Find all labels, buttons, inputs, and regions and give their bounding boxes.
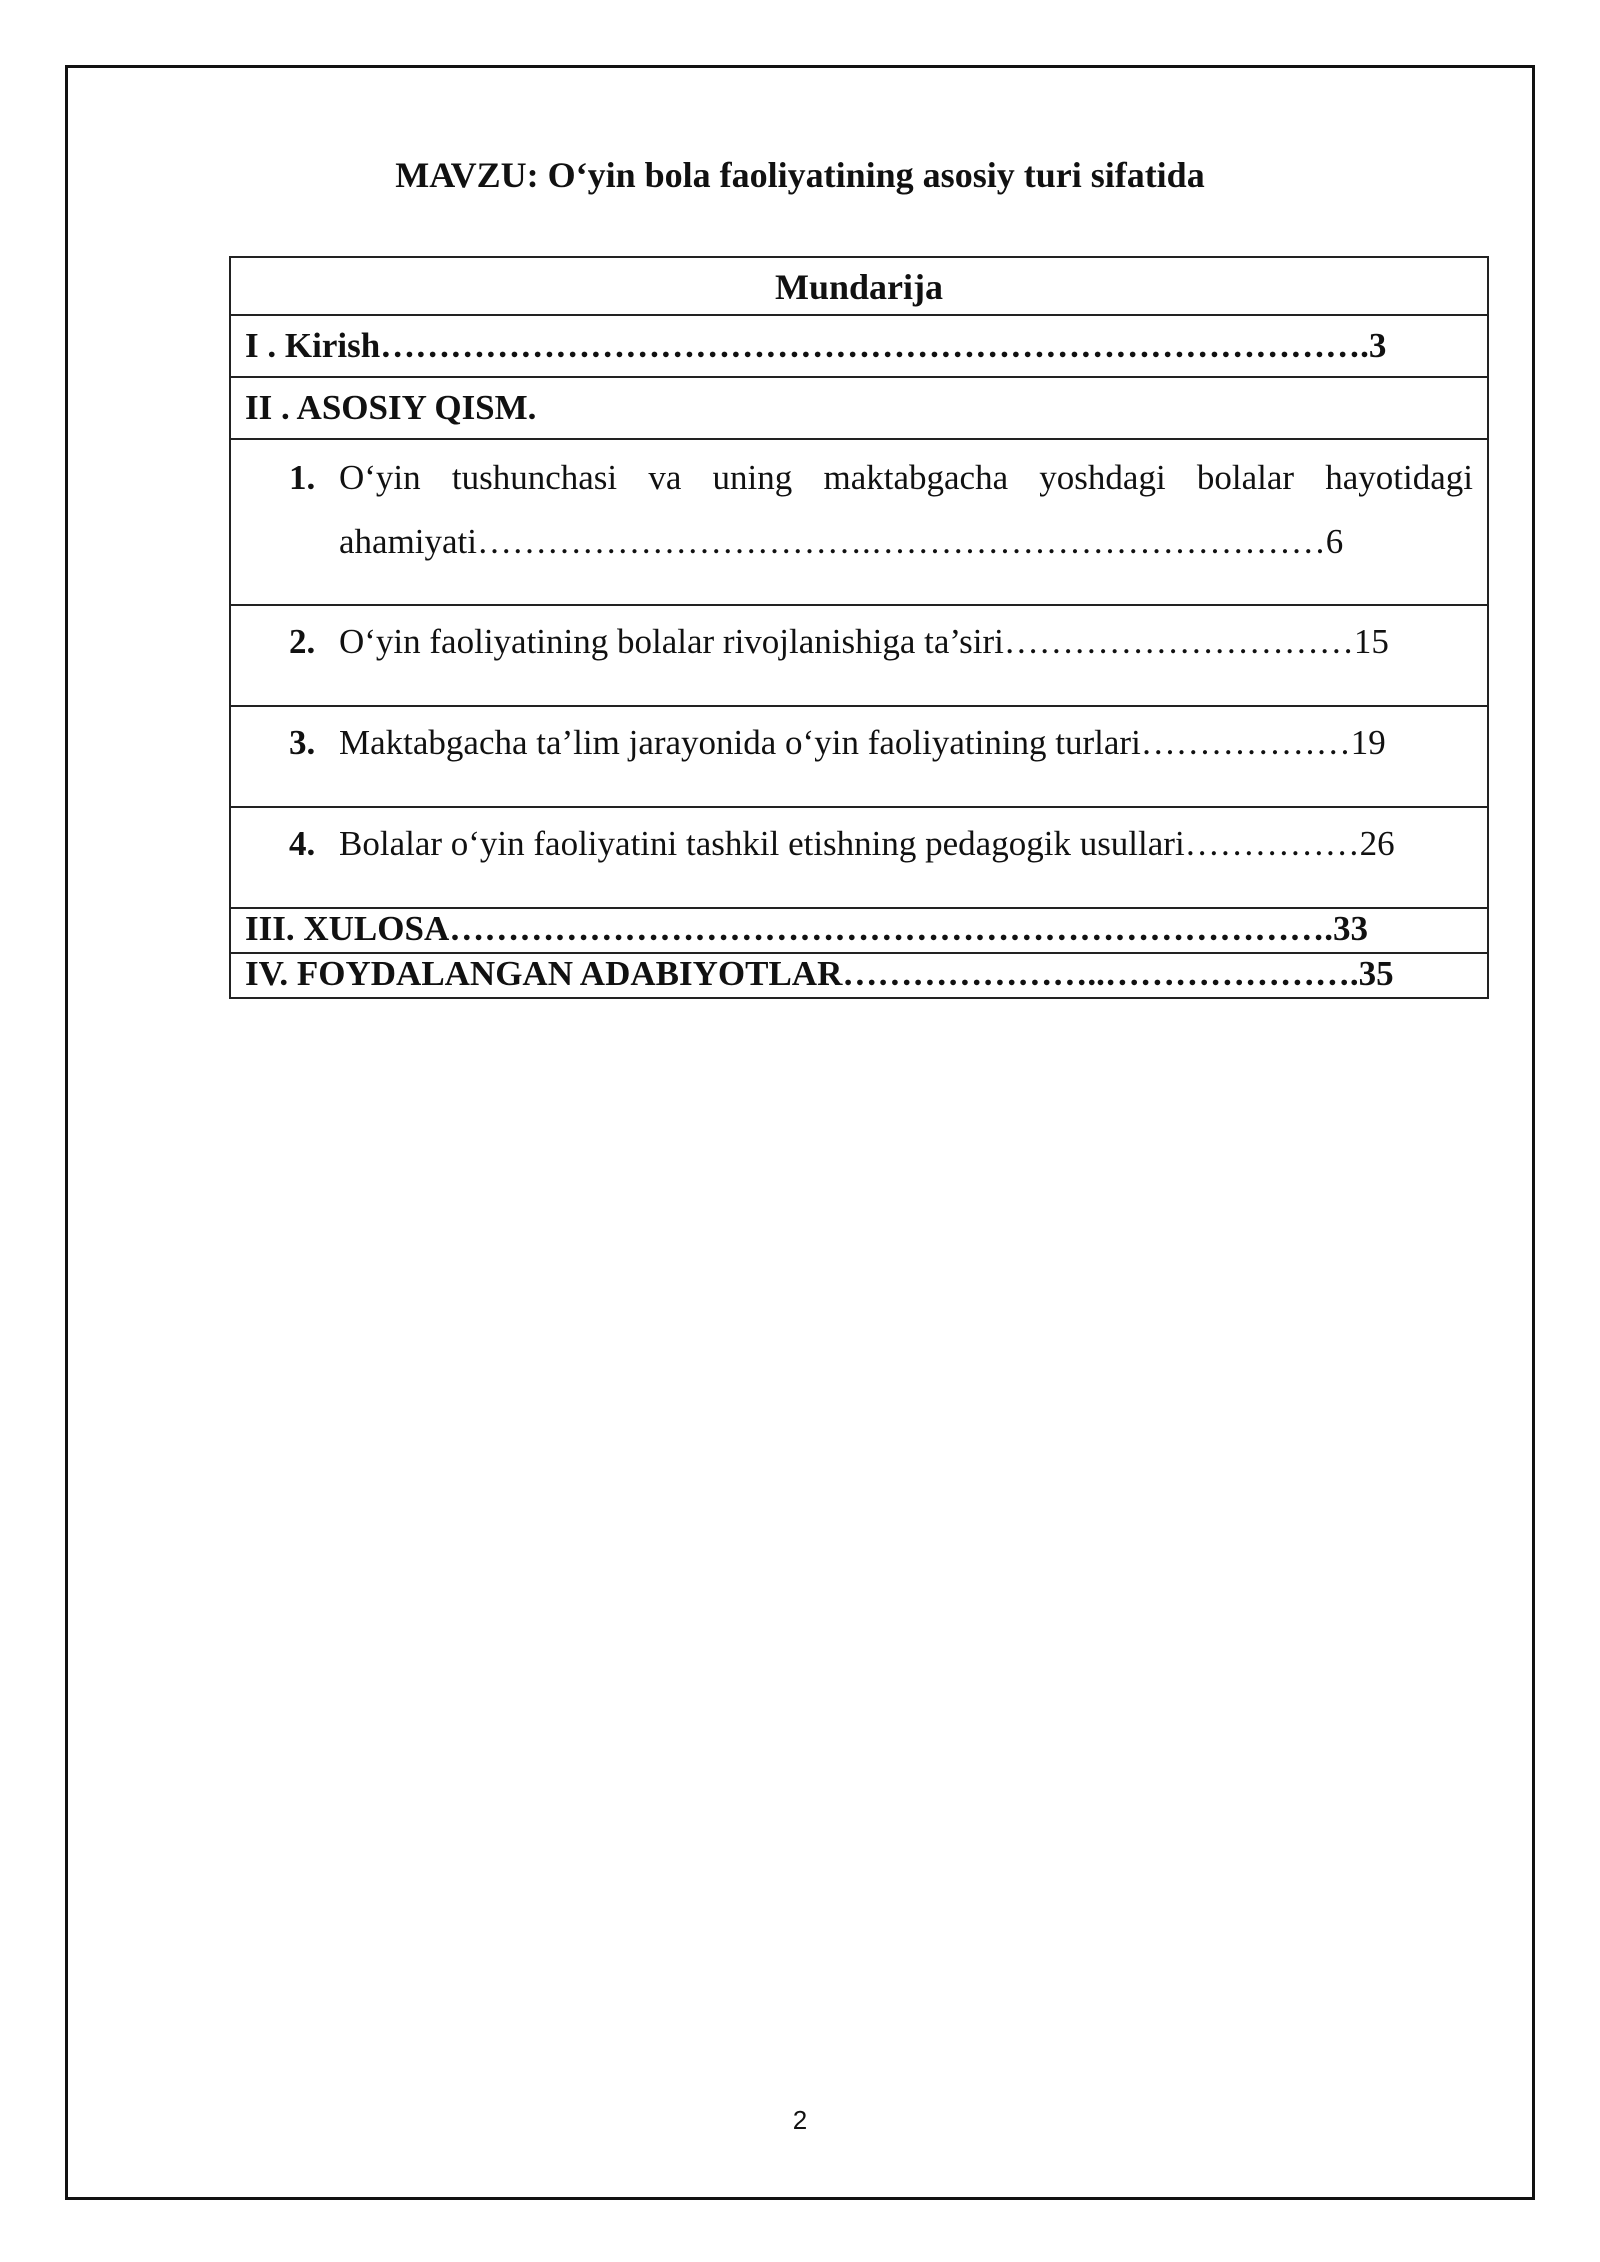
toc-row-main-part bbox=[230, 377, 1488, 439]
page-number: 2 bbox=[792, 2105, 808, 2135]
subsection-number: 1. bbox=[289, 458, 316, 497]
toc-row-subsection-3 bbox=[230, 706, 1488, 807]
subsection-text: Bolalar o‘yin faoliyatini tashkil etishning pedagogik usullari……………26 bbox=[339, 824, 1395, 863]
toc-subsection-2 bbox=[245, 612, 1473, 672]
table-of-contents bbox=[229, 256, 1489, 999]
toc-heading-row bbox=[230, 257, 1488, 315]
toc-row-subsection-2 bbox=[230, 605, 1488, 706]
toc-subsection-4 bbox=[245, 814, 1473, 874]
toc-row-references bbox=[230, 953, 1488, 998]
subsection-number: 4. bbox=[289, 824, 316, 863]
toc-entry-references: IV. FOYDALANGAN ADABIYOTLAR…………………..………………….35 bbox=[230, 953, 1488, 998]
toc-subsection-3 bbox=[245, 713, 1473, 773]
subsection-text: O‘yin tushunchasi va uning maktabgacha yoshdagi bolalar hayotidagi ahamiyati…………………………….…………………………………6 bbox=[339, 458, 1473, 561]
toc-subsection-1 bbox=[245, 446, 1473, 574]
toc-entry-conclusion: III. XULOSA………………………………………………………………….33 bbox=[230, 908, 1488, 953]
toc-entry-intro: I . Kirish………………………………………………………………………….3 bbox=[230, 315, 1488, 377]
subsection-number: 3. bbox=[289, 723, 316, 762]
toc-row-conclusion bbox=[230, 908, 1488, 953]
toc-heading: Mundarija bbox=[230, 257, 1488, 315]
subsection-number: 2. bbox=[289, 622, 316, 661]
toc-row-intro bbox=[230, 315, 1488, 377]
subsection-text: Maktabgacha ta’lim jarayonida o‘yin faoliyatining turlari………………19 bbox=[339, 723, 1386, 762]
toc-row-subsection-4 bbox=[230, 807, 1488, 908]
toc-row-subsection-1 bbox=[230, 439, 1488, 605]
subsection-text: O‘yin faoliyatining bolalar rivojlanishiga ta’siri…………………………15 bbox=[339, 622, 1389, 661]
toc-entry-main-part: II . ASOSIY QISM. bbox=[230, 377, 1488, 439]
document-title: MAVZU: O‘yin bola faoliyatining asosiy turi sifatida bbox=[395, 155, 1205, 195]
